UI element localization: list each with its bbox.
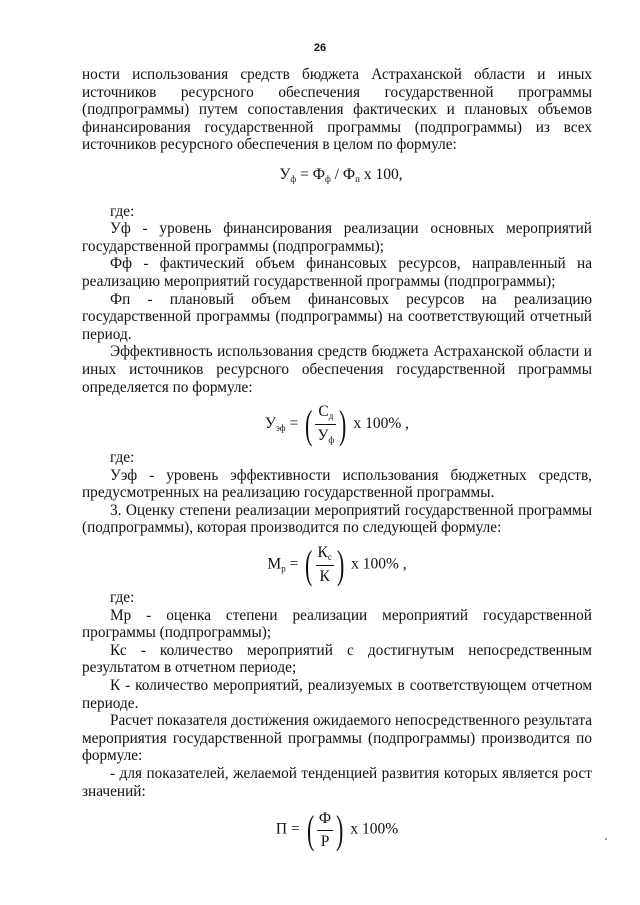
paragraph: - для показателей, желаемой тенденцией развития которых является рост значений: (82, 765, 592, 800)
right-paren: ) (336, 542, 345, 588)
formula-symbol: Ф (312, 165, 325, 183)
formula-denominator: Р (320, 832, 330, 850)
document-body (82, 66, 593, 853)
formula-fraction (316, 545, 334, 585)
formula-subscript: п (355, 173, 360, 184)
formula-subscript: р (281, 563, 286, 574)
formula-implementation-degree (82, 542, 592, 588)
formula-symbol: У (264, 415, 276, 433)
formula-tail: х 100% , (347, 555, 407, 573)
formula-symbol: М (267, 555, 282, 573)
left-paren: ( (306, 807, 314, 853)
formula-subscript: эф (275, 423, 286, 434)
formula-result-indicator (82, 807, 592, 853)
formula-numerator: Ф (318, 810, 332, 828)
formula-funding-level (90, 166, 592, 189)
paragraph: К - количество мероприятий, реализуемых в соответствующем отчетном периоде. (82, 677, 592, 712)
formula-tail: х 100% , (349, 415, 410, 433)
paragraph: Уф - уровень финансирования реализации основных мероприятий государственной программы (подпрограммы); (82, 220, 592, 255)
paragraph: где: (110, 449, 135, 467)
left-paren: ( (305, 401, 313, 447)
paragraph: Уэф - уровень эффективности использования бюджетных средств, предусмотренных на реализацию государственной программы. (82, 466, 592, 502)
formula-tail: х 100% (346, 820, 399, 838)
right-paren: ) (339, 401, 347, 447)
scan-speck (605, 838, 607, 840)
formula-tail: х 100, (359, 165, 403, 183)
page-number: 26 (313, 42, 327, 54)
formula-operator: = (285, 415, 303, 433)
formula-denominator: К (319, 568, 330, 586)
formula-symbol: П (275, 820, 288, 838)
formula-operator: = (296, 165, 313, 183)
formula-subscript: ф (324, 173, 331, 184)
formula-symbol: У (279, 165, 291, 183)
formula-denominator: У (317, 427, 329, 445)
formula-operator: = (285, 555, 303, 573)
formula-subscript: д (328, 411, 334, 422)
formula-efficiency-level (82, 401, 592, 447)
formula-subscript: ф (290, 173, 297, 184)
formula-numerator: С (318, 403, 329, 421)
formula-fraction (317, 811, 333, 849)
right-paren: ) (336, 807, 344, 853)
paragraph: Фф - фактический объем финансовых ресурсов, направленный на реализацию мероприятий государственной программы (подпрограммы); (82, 255, 592, 290)
formula-subscript: ф (328, 435, 335, 446)
paragraph: 3. Оценку степени реализации мероприятий государственной программы (подпрограммы), которая производится по следующей формуле: (82, 501, 592, 537)
formula-operator: / (330, 165, 343, 183)
paragraph: ности использования средств бюджета Астраханской области и иных источников ресурсного обеспечения государственной программы (подпрограммы) путем сопоставления фактических и плановых объемов финансирования государственной программы (подпрограммы) из всех источников ресурсного обеспечения в целом по формуле: (82, 66, 592, 154)
paragraph: где: (110, 589, 135, 607)
formula-fraction (315, 404, 336, 445)
paragraph: Эффективность использования средств бюджета Астраханской области и иных источников ресурсного обеспечения государственной программы определяется по формуле: (82, 343, 592, 396)
left-paren: ( (305, 542, 313, 588)
formula-numerator: К (317, 544, 328, 562)
formula-subscript: с (327, 552, 332, 563)
paragraph: Фп - плановый объем финансовых ресурсов на реализацию государственной программы (подпрограммы) на соответствующий отчетный период. (82, 290, 592, 343)
paragraph: Кс - количество мероприятий с достигнутым непосредственным результатом в отчетном периоде; (82, 641, 592, 677)
paragraph: где: (110, 202, 135, 220)
paragraph: Мр - оценка степени реализации мероприятий государственной программы (подпрограммы); (82, 606, 592, 642)
formula-operator: = (287, 820, 304, 838)
formula-symbol: Ф (342, 165, 356, 183)
paragraph: Расчет показателя достижения ожидаемого непосредственного результата мероприятия государственной программы (подпрограммы) производится по формуле: (82, 712, 593, 765)
